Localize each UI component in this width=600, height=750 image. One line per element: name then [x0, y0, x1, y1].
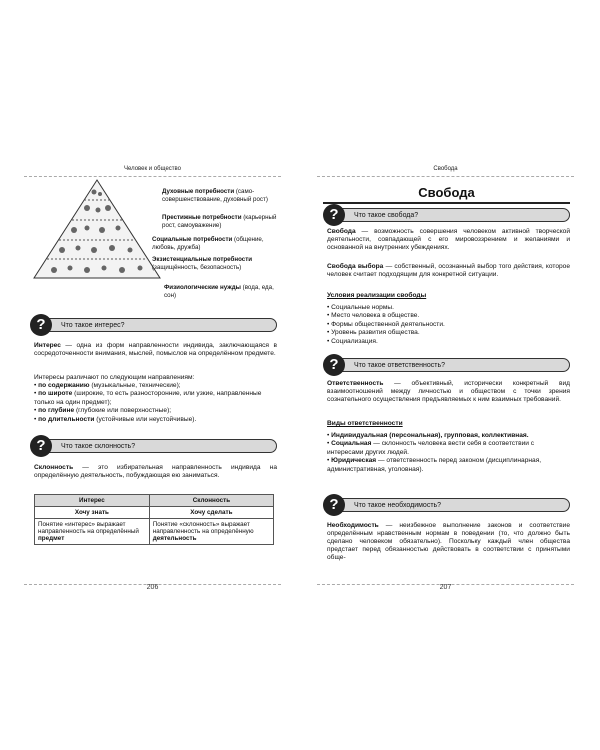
- list-item: • по глубине (глубокие или поверхностные);: [34, 407, 277, 415]
- list-item: • Социальная — склонность человека вести себя в соответствии с интересами других людей.: [327, 440, 570, 457]
- needs-pyramid: [32, 178, 162, 280]
- list-item: • по длительности (устойчивые или неустойчивые).: [34, 416, 277, 424]
- comparison-table: [34, 494, 274, 545]
- svoboda-definition: Свобода — возможность совершения человеком активной творческой деятельности, совпадающей с его мировоззрением и желаниями и основанной на внутренних убеждениях.: [327, 228, 570, 251]
- question-svoboda: ? Что такое свобода?: [323, 208, 570, 222]
- vybor-definition: Свобода выбора — собственный, осознанный выбор того действия, которое человек считает подходящим для конкретной ситуации.: [327, 263, 571, 278]
- section-heading: Условия реализации свободы: [327, 292, 427, 299]
- question-icon: ?: [30, 314, 52, 336]
- table-cell: Хочу знать: [35, 507, 150, 519]
- pyramid-level-1: Духовные потребности (само-совершенствование, духовный рост): [162, 188, 268, 203]
- table-cell: Хочу сделать: [149, 507, 273, 519]
- question-otvetstvennost: ? Что такое ответственность?: [323, 358, 570, 372]
- list-item: • по широте (широкие, то есть разносторонние, или узкие, направленные только на один предмет);: [34, 390, 277, 407]
- usloviya-list: [327, 304, 570, 346]
- pyramid-level-3: Социальные потребности (общение, любовь, дружба): [152, 236, 264, 251]
- left-page: [24, 164, 281, 591]
- question-neobhodimost: ? Что такое необходимость?: [323, 498, 570, 512]
- page-number: 206: [146, 584, 159, 591]
- right-page: [317, 164, 574, 591]
- pyramid-level-4: Экзистенциальные потребности (защищённость, безопасность): [152, 256, 253, 271]
- question-icon: ?: [323, 494, 345, 516]
- interes-intro: Интересы различают по следующим направлениям:: [34, 374, 195, 381]
- sklonnost-definition: Склонность — это избирательная направленность индивида на определённую деятельность, побуждающая ею заниматься.: [34, 464, 277, 479]
- question-icon: ?: [30, 435, 52, 457]
- pyramid-level-5: Физиологические нужды (вода, еда, сон): [164, 284, 274, 299]
- question-icon: ?: [323, 204, 345, 226]
- table-header: Склонность: [149, 495, 273, 507]
- list-item: • Формы общественной деятельности.: [327, 321, 570, 329]
- neobhodimost-definition: Необходимость — неизбежное выполнение законов и соответствие определённым нравственным нормам в поведении (то, что должно быть сделано человеком обязательно). Поскольку каждый член общества предстает перед обязанностью действовать в соответствии с принятыми обще-: [327, 522, 570, 561]
- table-cell: Понятие «интерес» выражает направленность на определённый предмет: [35, 519, 150, 545]
- running-header: Свобода: [317, 164, 574, 177]
- list-item: • по содержанию (музыкальные, технические);: [34, 382, 277, 390]
- page-title: Свобода: [323, 184, 570, 204]
- table-cell: Понятие «склонность» выражает направленность на определённую деятельность: [149, 519, 273, 545]
- list-item: • Место человека в обществе.: [327, 312, 570, 320]
- question-sklonnost: ? Что такое склонность?: [30, 439, 277, 453]
- table-header: Интерес: [35, 495, 150, 507]
- section-heading: Виды ответственности: [327, 420, 403, 427]
- interes-list: [34, 382, 277, 424]
- list-item: • Юридическая — ответственность перед законом (дисциплинарная, административная, уголовная).: [327, 457, 570, 474]
- vidy-list: [327, 432, 570, 474]
- list-item: • Индивидуальная (персональная), групповая, коллективная.: [327, 432, 570, 440]
- question-icon: ?: [323, 354, 345, 376]
- pyramid-level-2: Престижные потребности (карьерный рост, самоуважение): [162, 214, 277, 229]
- page-number: 207: [439, 584, 452, 591]
- list-item: • Социализация.: [327, 338, 570, 346]
- running-header: Человек и общество: [24, 164, 281, 177]
- list-item: • Социальные нормы.: [327, 304, 570, 312]
- otvetstvennost-definition: Ответственность — объективный, исторически конкретный вид взаимоотношений между личностью и обществом с точки зрения сознательного осуществления предъявляемых к ним взаимных требований.: [327, 380, 570, 403]
- list-item: • Уровень развития общества.: [327, 329, 570, 337]
- interes-definition: Интерес — одна из форм направленности индивида, заключающаяся в сосредоточенности внимания, мыслей, помыслов на определённом предмете.: [34, 342, 277, 357]
- question-interes: ? Что такое интерес?: [30, 318, 277, 332]
